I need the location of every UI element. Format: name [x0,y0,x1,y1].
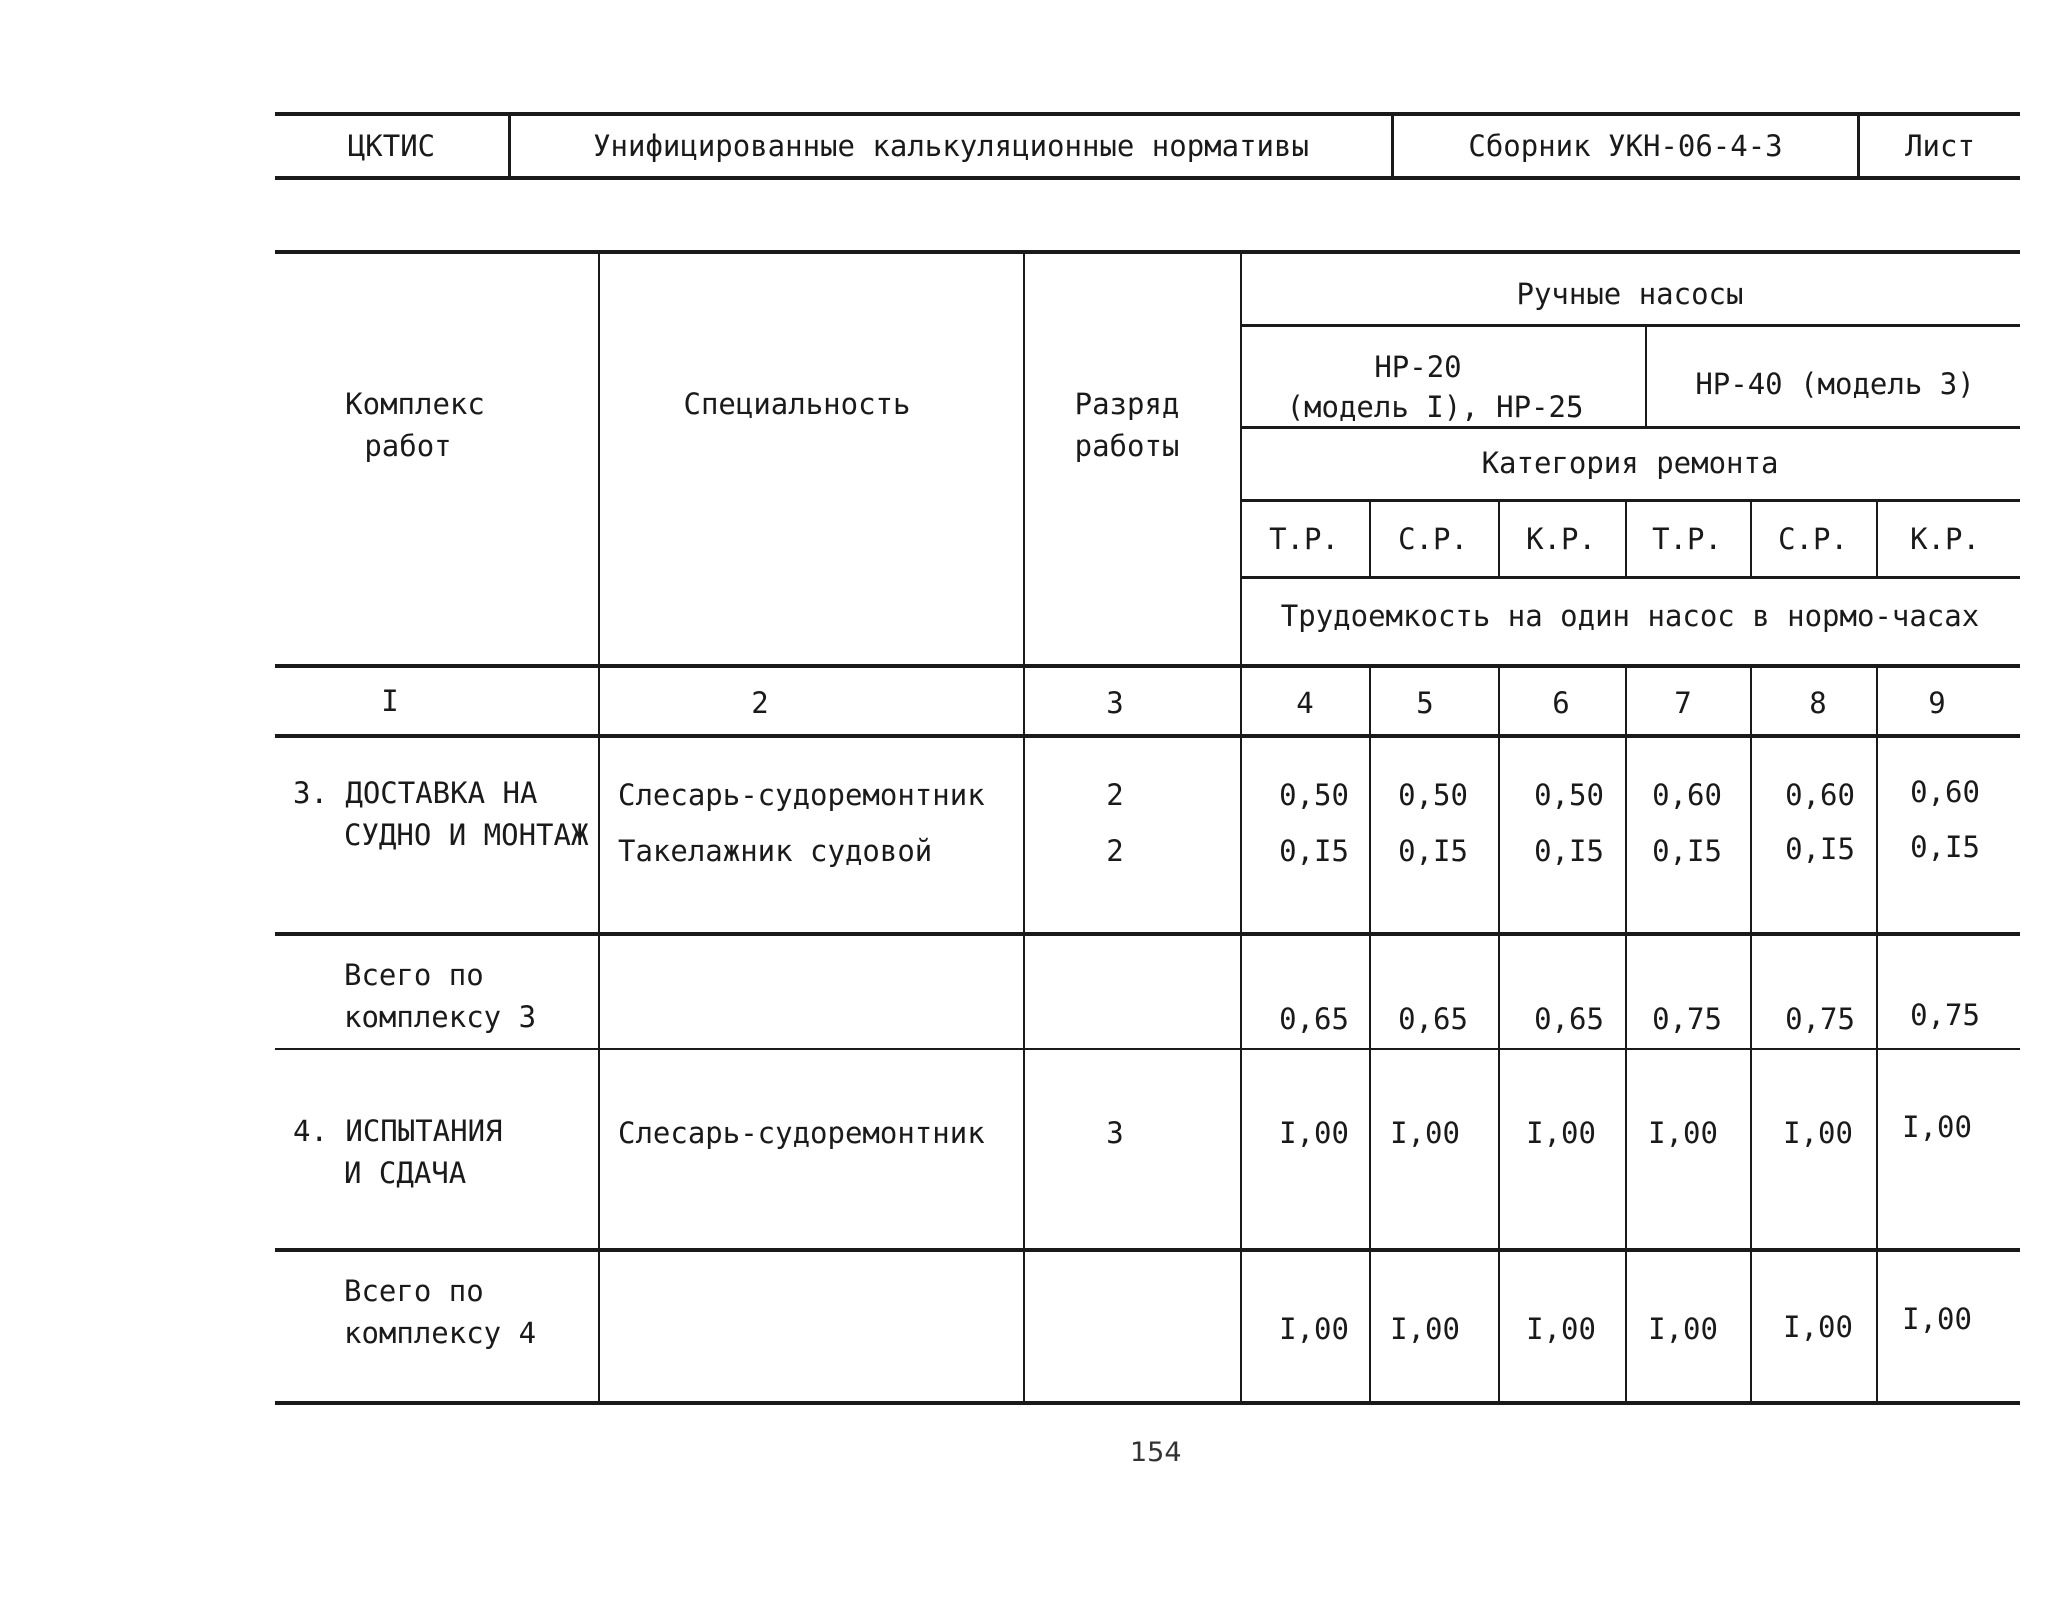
value-cell: I,00 [1648,1116,1718,1150]
value-cell: 0,50 [1279,778,1349,812]
row-grade: 2 [1106,834,1124,868]
value-cell: 0,60 [1910,775,1980,809]
header-cat-kr-2: К.Р. [1910,522,1980,556]
row-total-4-line1: Всего по [344,1274,484,1308]
header-cat-sr-2: С.Р. [1778,522,1848,556]
row-complex-3-title-2: СУДНО И МОНТАЖ [344,818,589,852]
header-model-hp25: (модель I), НР-25 [1286,390,1584,424]
header-complex-line1: Комплекс [345,387,485,421]
value-cell: I,00 [1390,1116,1460,1150]
row-grade: 2 [1106,778,1124,812]
col-number-7: 7 [1674,686,1692,720]
header-hand-pumps: Ручные насосы [1516,277,1744,311]
value-cell: I,00 [1279,1116,1349,1150]
value-cell: 0,50 [1398,778,1468,812]
value-cell: 0,I5 [1785,832,1855,866]
value-cell: 0,I5 [1652,834,1722,868]
value-cell: 0,60 [1652,778,1722,812]
value-cell: I,00 [1279,1312,1349,1346]
header-grade-line1: Разряд [1074,387,1180,421]
document-header [275,112,2020,180]
row-complex-4-title-1: 4. ИСПЫТАНИЯ [293,1114,503,1148]
col-number-8: 8 [1809,686,1827,720]
col-number-2: 2 [751,686,769,720]
sheet-label: Лист [1905,129,1975,163]
value-cell: 0,I5 [1910,830,1980,864]
header-cat-tr-2: Т.Р. [1652,522,1722,556]
value-cell: 0,65 [1279,1002,1349,1036]
header-labour-intensity: Трудоемкость на один насос в нормо-часах [1280,599,1980,633]
header-repair-category: Категория ремонта [1481,446,1779,480]
row-total-3-line1: Всего по [344,958,484,992]
value-cell: 0,I5 [1398,834,1468,868]
row-complex-3-title-1: 3. ДОСТАВКА НА [293,776,538,810]
row-complex-4-title-2: И СДАЧА [344,1156,467,1190]
row-grade: 3 [1106,1116,1124,1150]
document-title: Унифицированные калькуляционные нормативы [593,129,1309,163]
header-cat-sr-1: С.Р. [1398,522,1468,556]
value-cell: I,00 [1526,1312,1596,1346]
value-cell: I,00 [1902,1110,1972,1144]
col-number-1: I [381,684,399,718]
value-cell: 0,I5 [1279,834,1349,868]
norms-table [275,250,2020,1405]
header-cat-tr-1: Т.Р. [1269,522,1339,556]
value-cell: 0,75 [1785,1002,1855,1036]
value-cell: I,00 [1648,1312,1718,1346]
col-number-6: 6 [1552,686,1570,720]
value-cell: I,00 [1783,1116,1853,1150]
header-grade-line2: работы [1074,429,1180,463]
value-cell: 0,75 [1910,998,1980,1032]
value-cell: 0,65 [1534,1002,1604,1036]
row-total-4-line2: комплексу 4 [344,1316,537,1350]
header-complex-line2: работ [364,429,452,463]
page-number: 154 [1130,1437,1182,1468]
value-cell: 0,65 [1398,1002,1468,1036]
value-cell: 0,50 [1534,778,1604,812]
col-number-5: 5 [1416,686,1434,720]
value-cell: 0,I5 [1534,834,1604,868]
col-number-9: 9 [1928,686,1946,720]
value-cell: 0,60 [1785,778,1855,812]
header-specialty: Специальность [683,387,911,421]
header-model-hp40: НР-40 (модель 3) [1695,367,1975,401]
org-name: ЦКТИС [347,129,436,163]
header-cat-kr-1: К.Р. [1526,522,1596,556]
col-number-3: 3 [1106,686,1124,720]
col-number-4: 4 [1296,686,1314,720]
value-cell: I,00 [1390,1312,1460,1346]
value-cell: I,00 [1526,1116,1596,1150]
collection-code: Сборник УКН-06-4-3 [1468,129,1783,163]
row-specialty-rigger: Такелажник судовой [618,834,933,868]
value-cell: I,00 [1783,1310,1853,1344]
row-total-3-line2: комплексу 3 [344,1000,537,1034]
row-specialty-fitter: Слесарь-судоремонтник [618,778,985,812]
row-specialty-fitter-4: Слесарь-судоремонтник [618,1116,985,1150]
header-model-hp20: НР-20 [1374,350,1462,384]
value-cell: I,00 [1902,1302,1972,1336]
value-cell: 0,75 [1652,1002,1722,1036]
